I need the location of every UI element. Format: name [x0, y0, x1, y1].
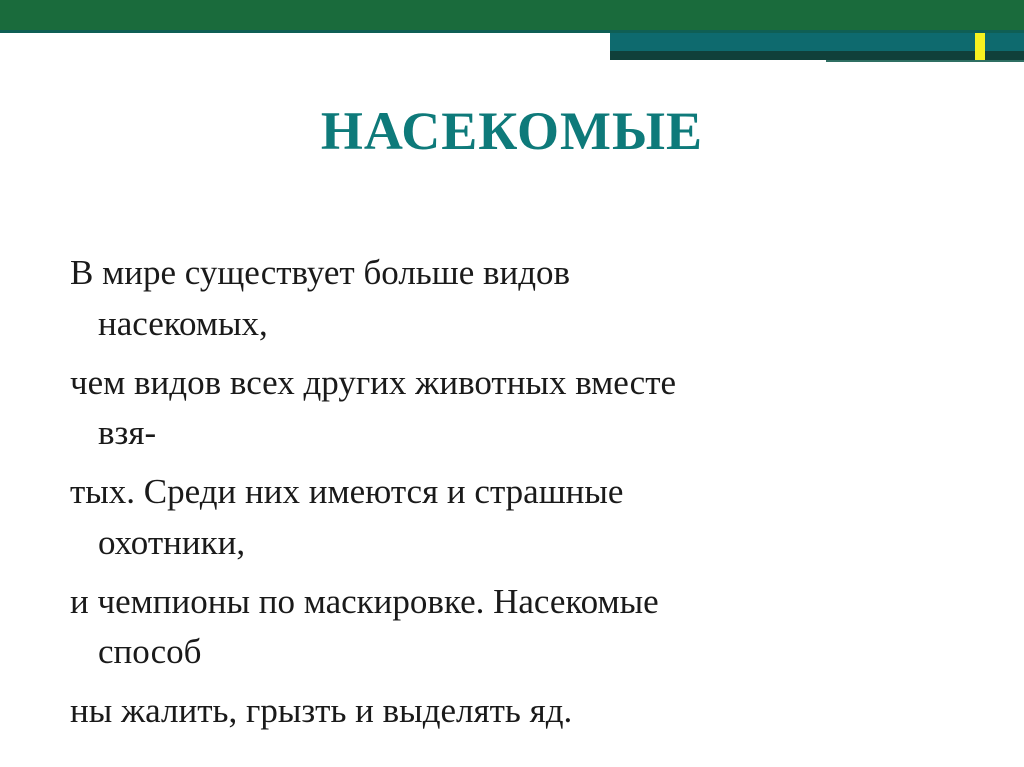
paragraph-line: тых. Среди них имеются и страшные [70, 472, 624, 511]
paragraph-continuation: способ [98, 632, 202, 672]
right-yellow-notch [975, 33, 985, 60]
right-dark-band [610, 51, 1024, 60]
body-paragraph [70, 686, 960, 737]
top-green-band [0, 0, 1024, 30]
body-paragraph [70, 358, 960, 460]
slide-body [70, 248, 960, 745]
paragraph-continuation: охотники, [98, 522, 246, 562]
body-paragraph [70, 248, 960, 350]
right-teal-band [610, 33, 1024, 51]
paragraph-continuation: взя- [98, 413, 157, 453]
slide-title: НАСЕКОМЫЕ [320, 101, 704, 161]
paragraph-line: и чемпионы по маскировке. Насекомые [70, 581, 659, 621]
paragraph-continuation: насекомых, [98, 303, 268, 343]
paragraph-line: чем видов всех других животных вместе [70, 362, 677, 402]
paragraph-line: В мире существует больше видов [70, 253, 571, 292]
right-hairline [826, 60, 1024, 62]
paragraph-line: ны жалить, грызть и выделять яд. [70, 691, 573, 730]
body-paragraph [70, 577, 960, 679]
body-paragraph [70, 467, 960, 569]
